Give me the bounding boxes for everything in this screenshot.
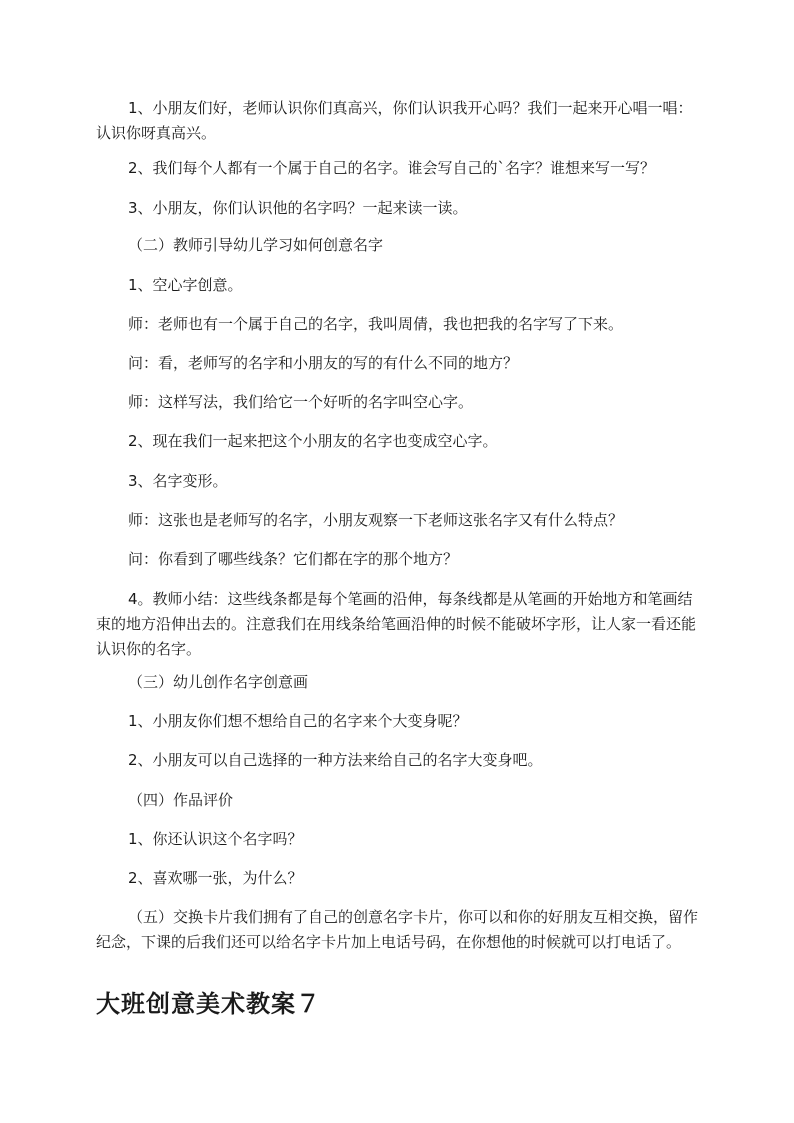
paragraph-4: 1、空心字创意。 [128,276,243,294]
paragraph-7: 师：这样写法，我们给它一个好听的名字叫空心字。 [128,393,474,411]
paragraph-9: 3、名字变形。 [128,472,228,490]
document-heading: 大班创意美术教案７ [96,989,321,1018]
paragraph-2: 2、我们每个人都有一个属于自己的名字。谁会写自己的`名字？谁想来写一写？ [128,159,656,177]
paragraph-10: 师：这张也是老师写的名字，小朋友观察一下老师这张名字又有什么特点？ [128,511,624,529]
paragraph-14: 2、小朋友可以自己选择的一种方法来给自己的名字大变身吧。 [128,751,543,769]
paragraph-6: 问：看，老师写的名字和小朋友的写的有什么不同的地方？ [128,354,519,372]
paragraph-1: 1、小朋友们好，老师认识你们真高兴，你们认识我开心吗？我们一起来开心唱一唱：认识你呀真高兴。 [96,99,693,142]
paragraph-13: 1、小朋友你们想不想给自己的名字来个大变身呢？ [128,712,468,730]
paragraph-16: 2、喜欢哪一张，为什么？ [128,869,303,887]
paragraph-12: 4。教师小结：这些线条都是每个笔画的沿伸，每条线都是从笔画的开始地方和笔画结束的地方沿伸出去的。注意我们在用线条给笔画沿伸的时候不能破坏字形，让人家一看还能认识你的名字。 [96,590,697,658]
section-heading-3: （三）幼儿创作名字创意画 [128,673,309,691]
paragraph-11: 问：你看到了哪些线条？它们都在字的那个地方？ [128,550,459,568]
paragraph-5: 师：老师也有一个属于自己的名字，我叫周倩，我也把我的名字写了下来。 [128,315,624,333]
section-heading-2: （二）教师引导幼儿学习如何创意名字 [128,236,384,254]
paragraph-8: 2、现在我们一起来把这个小朋友的名字也变成空心字。 [128,432,498,450]
section-heading-4: （四）作品评价 [128,791,234,809]
paragraph-3: 3、小朋友，你们认识他的名字吗？一起来读一读。 [128,199,468,217]
paragraph-17: （五）交换卡片我们拥有了自己的创意名字卡片，你可以和你的好朋友互相交换，留作纪念，下课的后我们还可以给名字卡片加上电话号码，在你想他的时候就可以打电话了。 [96,908,699,951]
paragraph-15: 1、你还认识这个名字吗？ [128,830,303,848]
